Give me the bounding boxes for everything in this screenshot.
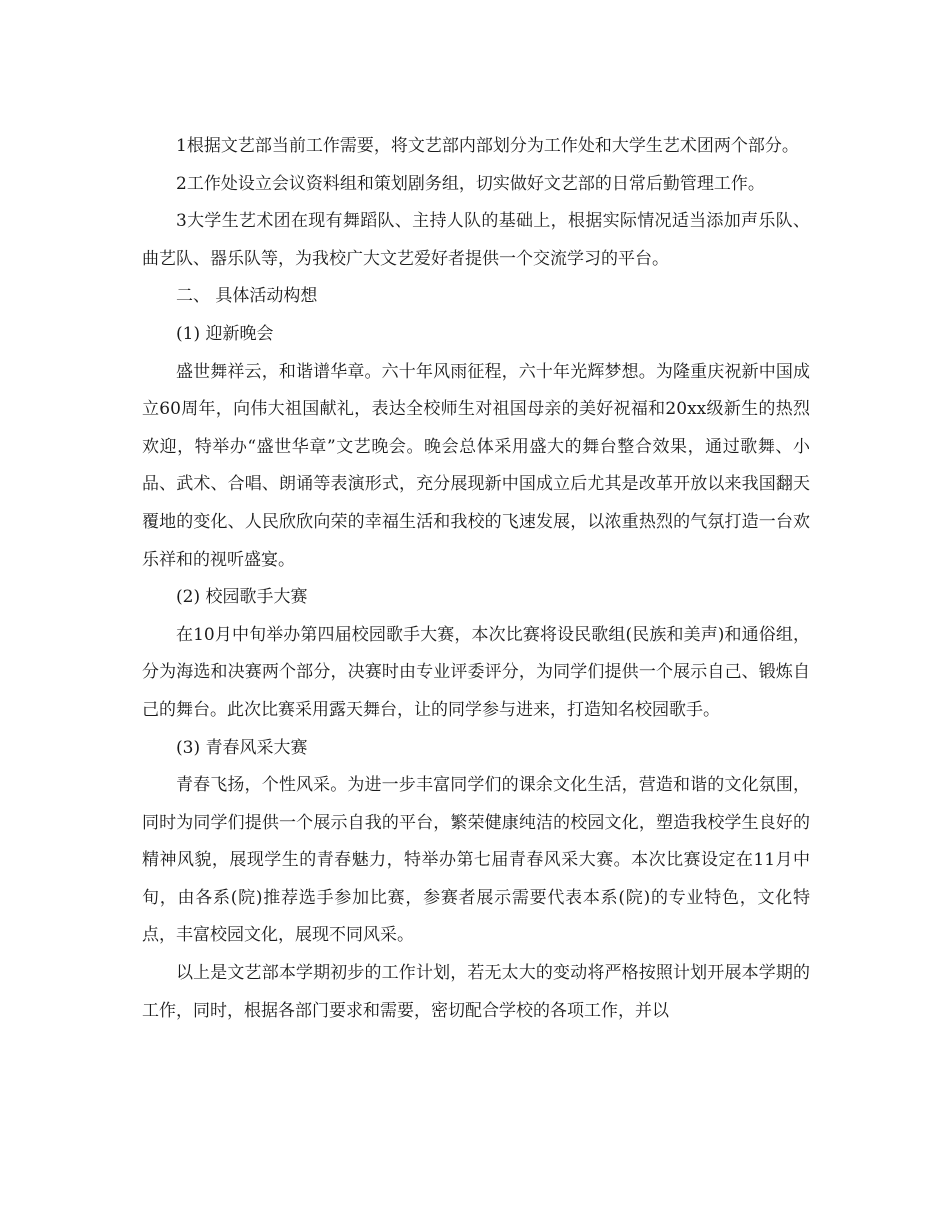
paragraph-welcome-gala: 盛世舞祥云，和谐谱华章。六十年风雨征程，六十年光辉梦想。为隆重庆祝新中国成立60周年，向伟大祖国献礼，表达全校师生对祖国母亲的美好祝福和20xx级新生的热烈欢迎，特举办“盛世华章”文艺晚会。晚会总体采用盛大的舞台整合效果，通过歌舞、小品、武术、合唱、朗诵等表演形式，充分展现新中国成立后尤其是改革开放以来我国翻天覆地的变化、人民欣欣向荣的幸福生活和我校的飞速发展，以浓重热烈的气氛打造一台欢乐祥和的视听盛宴。	[142, 361, 810, 570]
section-heading-activities: 二、 具体活动构想	[176, 286, 318, 307]
document-body	[142, 128, 810, 1030]
subheading-welcome-gala: (1) 迎新晚会	[176, 323, 274, 344]
paragraph-work-office: 2工作处设立会议资料组和策划剧务组，切实做好文艺部的日常后勤管理工作。	[176, 173, 765, 194]
paragraph-singer-contest: 在10月中旬举办第四届校园歌手大赛，本次比赛将设民歌组(民族和美声)和通俗组，分为海选和决赛两个部分，决赛时由专业评委评分，为同学们提供一个展示自己、锻炼自己的舞台。此次比赛采用露天舞台，让的同学参与进来，打造知名校园歌手。	[142, 624, 810, 720]
paragraph-conclusion: 以上是文艺部本学期初步的工作计划，若无太大的变动将严格按照计划开展本学期的工作，同时，根据各部门要求和需要，密切配合学校的各项工作，并以	[142, 963, 810, 1021]
paragraph-youth-contest: 青春飞扬，个性风采。为进一步丰富同学们的课余文化生活，营造和谐的文化氛围，同时为同学们提供一个展示自我的平台，繁荣健康纯洁的校园文化，塑造我校学生良好的精神风貌，展现学生的青春魅力，特举办第七届青春风采大赛。本次比赛设定在11月中旬，由各系(院)推荐选手参加比赛，参赛者展示需要代表本系(院)的专业特色，文化特点，丰富校园文化，展现不同风采。	[142, 775, 810, 946]
paragraph-art-troupe: 3大学生艺术团在现有舞蹈队、主持人队的基础上，根据实际情况适当添加声乐队、曲艺队、器乐队等，为我校广大文艺爱好者提供一个交流学习的平台。	[142, 211, 810, 269]
subheading-singer-contest: (2) 校园歌手大赛	[176, 587, 308, 608]
subheading-youth-contest: (3) 青春风采大赛	[176, 737, 308, 758]
paragraph-work-division: 1根据文艺部当前工作需要，将文艺部内部划分为工作处和大学生艺术团两个部分。	[176, 136, 799, 156]
